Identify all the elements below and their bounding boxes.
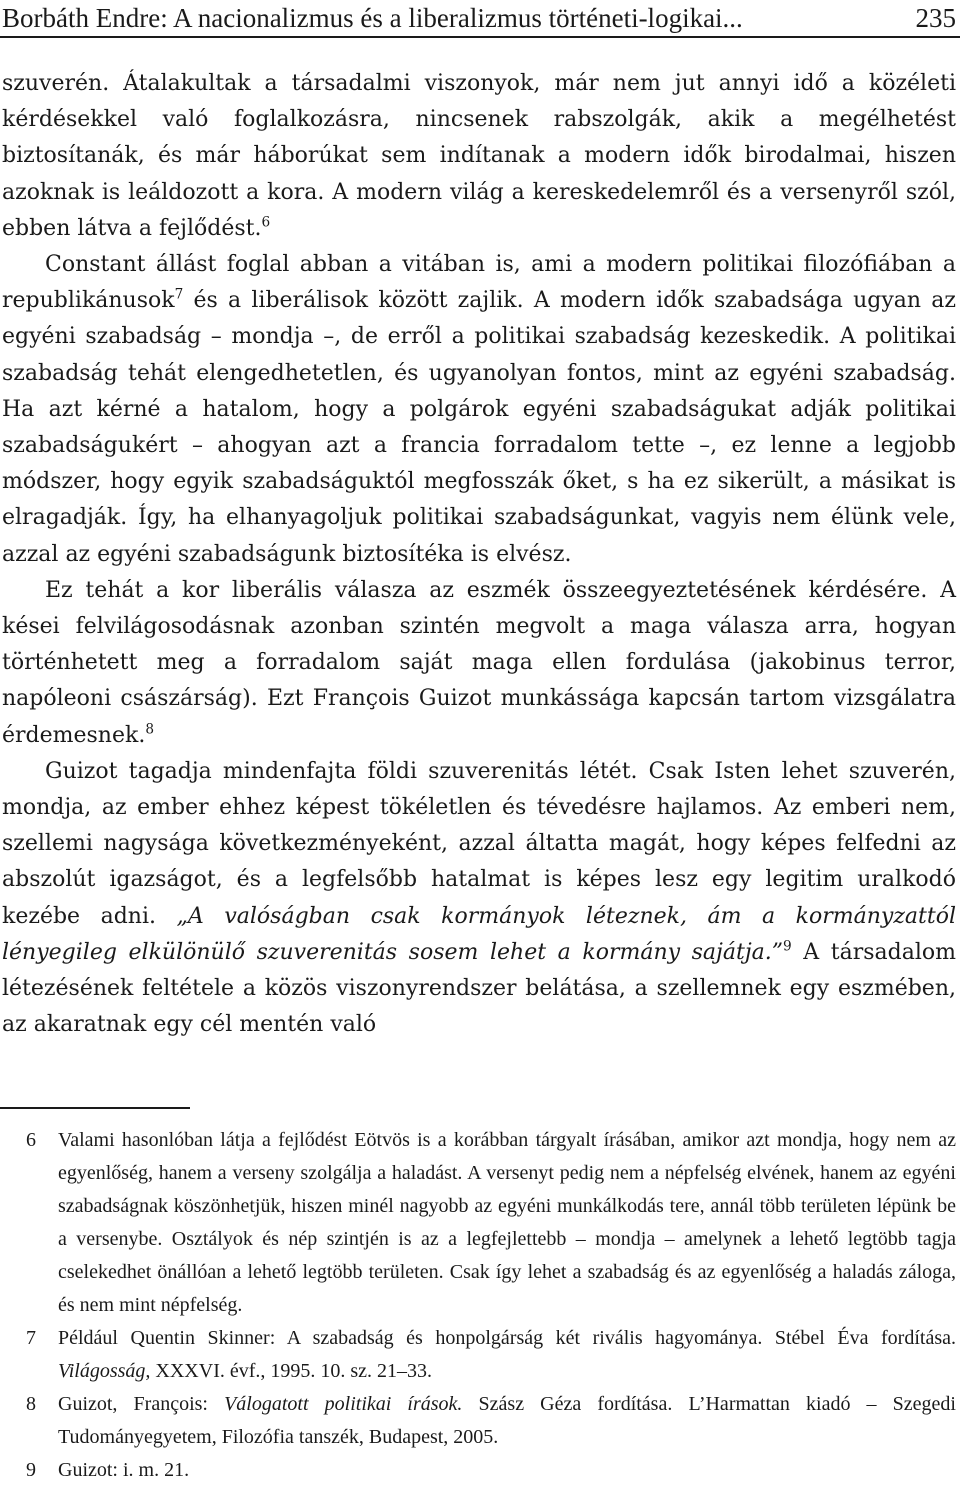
footnote-rule	[0, 1107, 190, 1109]
footnote-ref-9[interactable]: 9	[783, 938, 792, 955]
footnote-number: 8	[26, 1393, 36, 1415]
footnote-8: 8 Guizot, François: Válogatott politikai írások. Szász Géza fordítása. L’Harmattan kiadó – Szegedi Tudományegyetem, Filozófia tanszék, Budapest, 2005.	[2, 1388, 956, 1454]
paragraph-2: Constant állást foglal abban a vitában is, ami a modern politikai filozófiában a republikánusok$^7$ és a liberálisok között zajlik. A modern idők szabadsága ugyan az egyéni szabadság – mondja –, de erről a politikai szabadság kezeskedik. A politikai szabadság tehát elengedhetetlen, és ugyanolyan fontos, mint az egyéni szabadság. Ha azt kérné a hatalom, hogy a polgárok egyéni szabadságukat adják politikai szabadságukért – ahogyan azt a francia forradalom tette –, ez lenne a legjobb módszer, hogy egyik szabadságuktól megfosszák őket, s ha ez sikerült, a másikat is elragadják. Így, ha elhanyagoljuk politikai szabadságunkat, vagyis nem élünk vele, azzal az egyéni szabadságunk biztosítéka is elvész.	[2, 252, 956, 567]
footnote-7: 7 Például Quentin Skinner: A szabadság és honpolgárság két rivális hagyománya. Stébel Éva fordítása. Világosság, XXXVI. évf., 1995. 10. sz. 21–33.	[2, 1322, 956, 1388]
header-rule	[0, 36, 960, 38]
footnote-text: Guizot: i. m. 21.	[58, 1459, 190, 1481]
footnote-6	[2, 1124, 956, 1322]
paragraph-4: Guizot tagadja mindenfajta földi szuverenitás létét. Csak Isten lehet szuverén, mondja, az ember ehhez képest tökéletlen és tévedésre hajlamos. Az emberi nem, szellemi nagysága következményeként, azzal áltatta magát, hogy képes felfedni az abszolút igazságot, és a legfelsőbb hatalmat is képes lesz egy legitim uralkodó kezébe adni. „A valóságban csak kormányok léteznek, ám a kormányzattól lényegileg elkülönülő szuverenitás sosem lehet a kormány sajátja.”$^9$ A társadalom létezésének feltétele a közös viszonyrendszer belátása, a szellemnek egy eszmében, az akaratnak egy cél mentén való	[2, 758, 956, 1038]
footnote-number: 6	[26, 1129, 36, 1151]
main-text	[2, 66, 956, 1043]
paragraph-3: Ez tehát a kor liberális válasza az eszmék összeegyeztetésének kérdésére. A kései felvilágosodásnak azonban szintén megvolt a maga válasza arra, hogyan történhetett meg a forradalom saját maga ellen fordulása (jakobinus terror, napóleoni császárság). Ezt François Guizot munkássága kapcsán tartom vizsgálatra érdemesnek.$^8$	[2, 577, 956, 748]
footnote-number: 9	[26, 1459, 36, 1481]
footnote-9	[2, 1454, 956, 1487]
footnote-ref-7[interactable]: 7	[174, 286, 184, 303]
footnotes	[2, 1124, 956, 1487]
journal-title: Világosság,	[58, 1360, 151, 1382]
footnote-ref-8[interactable]: 8	[145, 721, 154, 738]
page-number: 235	[915, 3, 956, 33]
running-header	[2, 4, 958, 32]
book-title: Válogatott politikai írások.	[224, 1393, 463, 1415]
footnote-text: Valami hasonlóban látja a fejlődést Eötvös is a korábban tárgyalt írásában, amikor azt mondja, hogy nem az egyenlőség, hanem a verseny szolgálja a haladást. A versenyt pedig nem a népfelség elvének, hanem az egyéni szabadságnak köszönhetjük, hiszen minél nagyobb az egyéni munkálkodás tere, annál több területen lépünk be a versenybe. Osztályok és nép szintjén is az a legfejlettebb – mondja – amelynek a lehető legtöbb tagja cselekedhet önállóan a lehető legtöbb területen. Csak így lehet a szabadság és az egyenlőség a haladás záloga, és nem mint népfelség.	[58, 1129, 956, 1316]
running-title: Borbáth Endre: A nacionalizmus és a liberalizmus történeti-logikai...	[2, 3, 743, 33]
footnote-number: 7	[26, 1327, 36, 1349]
paragraph-1: szuverén. Átalakultak a társadalmi viszonyok, már nem jut annyi idő a közéleti kérdésekkel való foglalkozásra, nincsenek rabszolgák, akik a megélhetést biztosítanák, és már háborúkat sem indítanak a modern idők birodalmai, hiszen azoknak is leáldozott a kora. A modern világ a kereskedelemről és a versenyről szól, ebben látva a fejlődést.$^6$	[2, 71, 956, 241]
guizot-quote: „A valóságban csak kormányok léteznek, ám a kormányzattól lényegileg elkülönülő szuverenitás sosem lehet a kormány sajátja.”	[2, 903, 956, 965]
footnote-ref-6[interactable]: 6	[261, 214, 271, 231]
